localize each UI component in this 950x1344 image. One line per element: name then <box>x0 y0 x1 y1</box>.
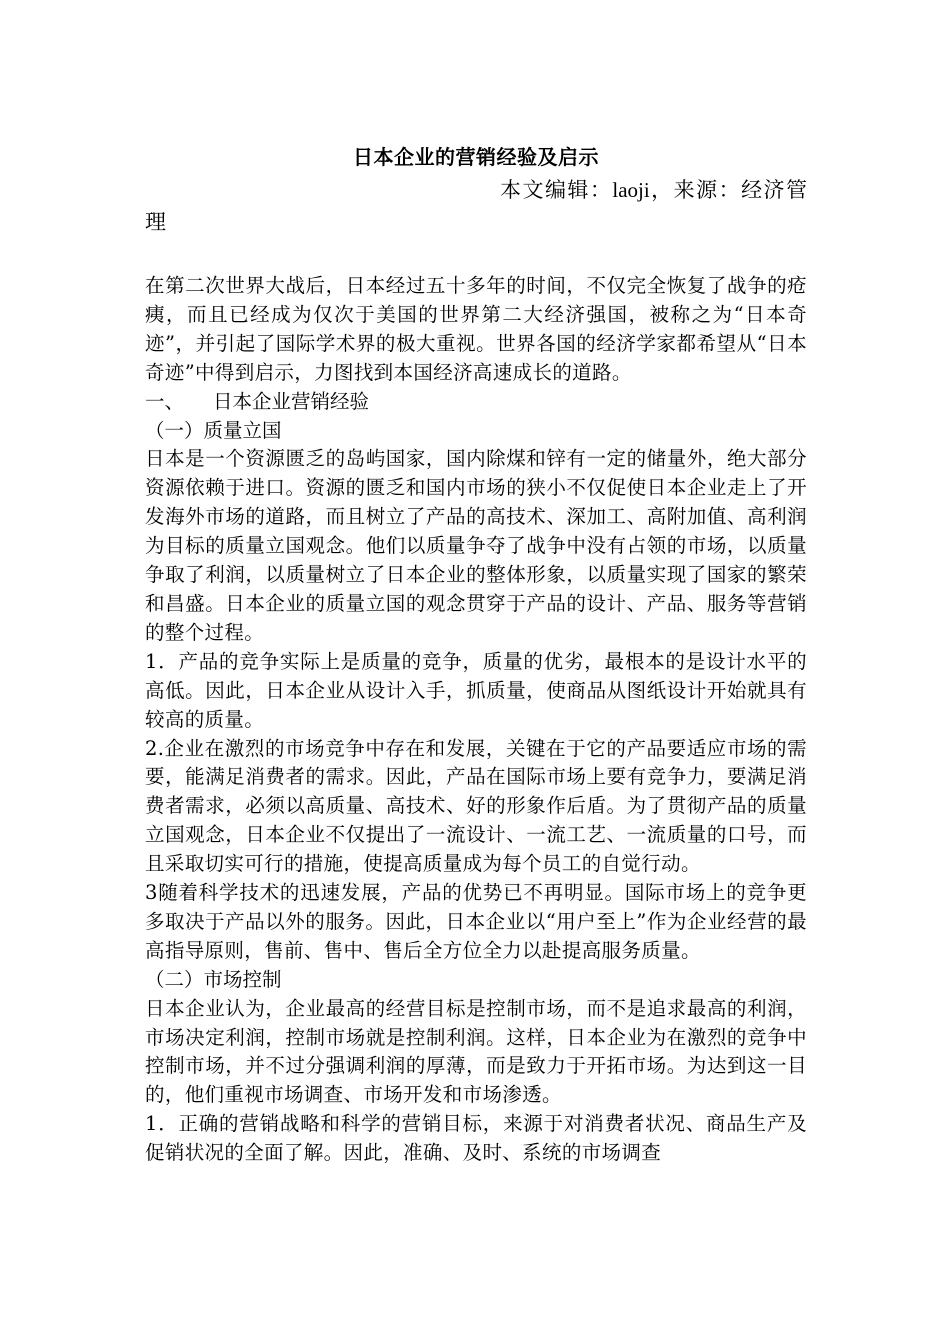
market-paragraph: 日本企业认为，企业最高的经营目标是控制市场，而不是追求最高的利润，市场决定利润，控制市场就是控制利润。这样，日本企业为在激烈的竞争中控制市场，并不过分强调利润的厚薄，而是致力于开拓市场。为达到这一目的，他们重视市场调查、市场开发和市场渗透。 <box>145 996 807 1107</box>
quality-item-2: 2.企业在激烈的市场竞争中存在和发展，关键在于它的产品要适应市场的需要，能满足消费者的需求。因此，产品在国际市场上要有竞争力，要满足消费者需求，必须以高质量、高技术、好的形象作后盾。为了贯彻产品的质量立国观念，日本企业不仅提出了一流设计、一流工艺、一流质量的口号，而且采取切实可行的措施，使提高质量成为每个员工的自觉行动。 <box>145 736 807 876</box>
document-body <box>145 140 807 1168</box>
byline-editor: laoji <box>612 178 650 202</box>
section-heading <box>145 388 807 417</box>
byline-source: ，来源：经济管理 <box>145 178 808 234</box>
intro-paragraph: 在第二次世界大战后，日本经过五十多年的时间，不仅完全恢复了战争的疮痍，而且已经成为仅次于美国的世界第二大经济强国，被称之为“日本奇迹”，并引起了国际学术界的极大重视。世界各国的经济学家都希望从“日本奇迹”中得到启示，力图找到本国经济高速成长的道路。 <box>145 274 807 384</box>
market-item-1: 1．正确的营销战略和科学的营销目标，来源于对消费者状况、商品生产及促销状况的全面了解。因此，准确、及时、系统的市场调查 <box>145 1112 807 1165</box>
subsection-heading-quality: （一）质量立国 <box>145 418 282 442</box>
quality-item-1: 1．产品的竞争实际上是质量的竞争，质量的优劣，最根本的是设计水平的高低。因此，日本企业从设计入手，抓质量，使商品从图纸设计开始就具有较高的质量。 <box>145 649 807 731</box>
blank-line <box>145 238 807 272</box>
byline <box>145 174 807 238</box>
quality-item-3: 3随着科学技术的迅速发展，产品的优势已不再明显。国际市场上的竞争更多取决于产品以外的服务。因此，日本企业以“用户至上”作为企业经营的最高指导原则，售前、售中、售后全方位全力以赴提高服务质量。 <box>145 881 807 962</box>
document-title: 日本企业的营销经验及启示 <box>353 145 599 169</box>
section-title: 日本企业营销经验 <box>213 389 370 413</box>
quality-paragraph: 日本是一个资源匮乏的岛屿国家，国内除煤和锌有一定的储量外，绝大部分资源依赖于进口。资源的匮乏和国内市场的狭小不仅促使日本企业走上了开发海外市场的道路，而且树立了产品的高技术、深加工、高附加值、高利润为目标的质量立国观念。他们以质量争夺了战争中没有占领的市场，以质量争取了利润，以质量树立了日本企业的整体形象，以质量实现了国家的繁荣和昌盛。日本企业的质量立国的观念贯穿于产品的设计、产品、服务等营销的整个过程。 <box>145 447 807 644</box>
byline-prefix: 本文编辑： <box>500 178 613 202</box>
subsection-heading-market: （二）市场控制 <box>145 967 282 991</box>
section-number: 一、 <box>145 389 185 413</box>
